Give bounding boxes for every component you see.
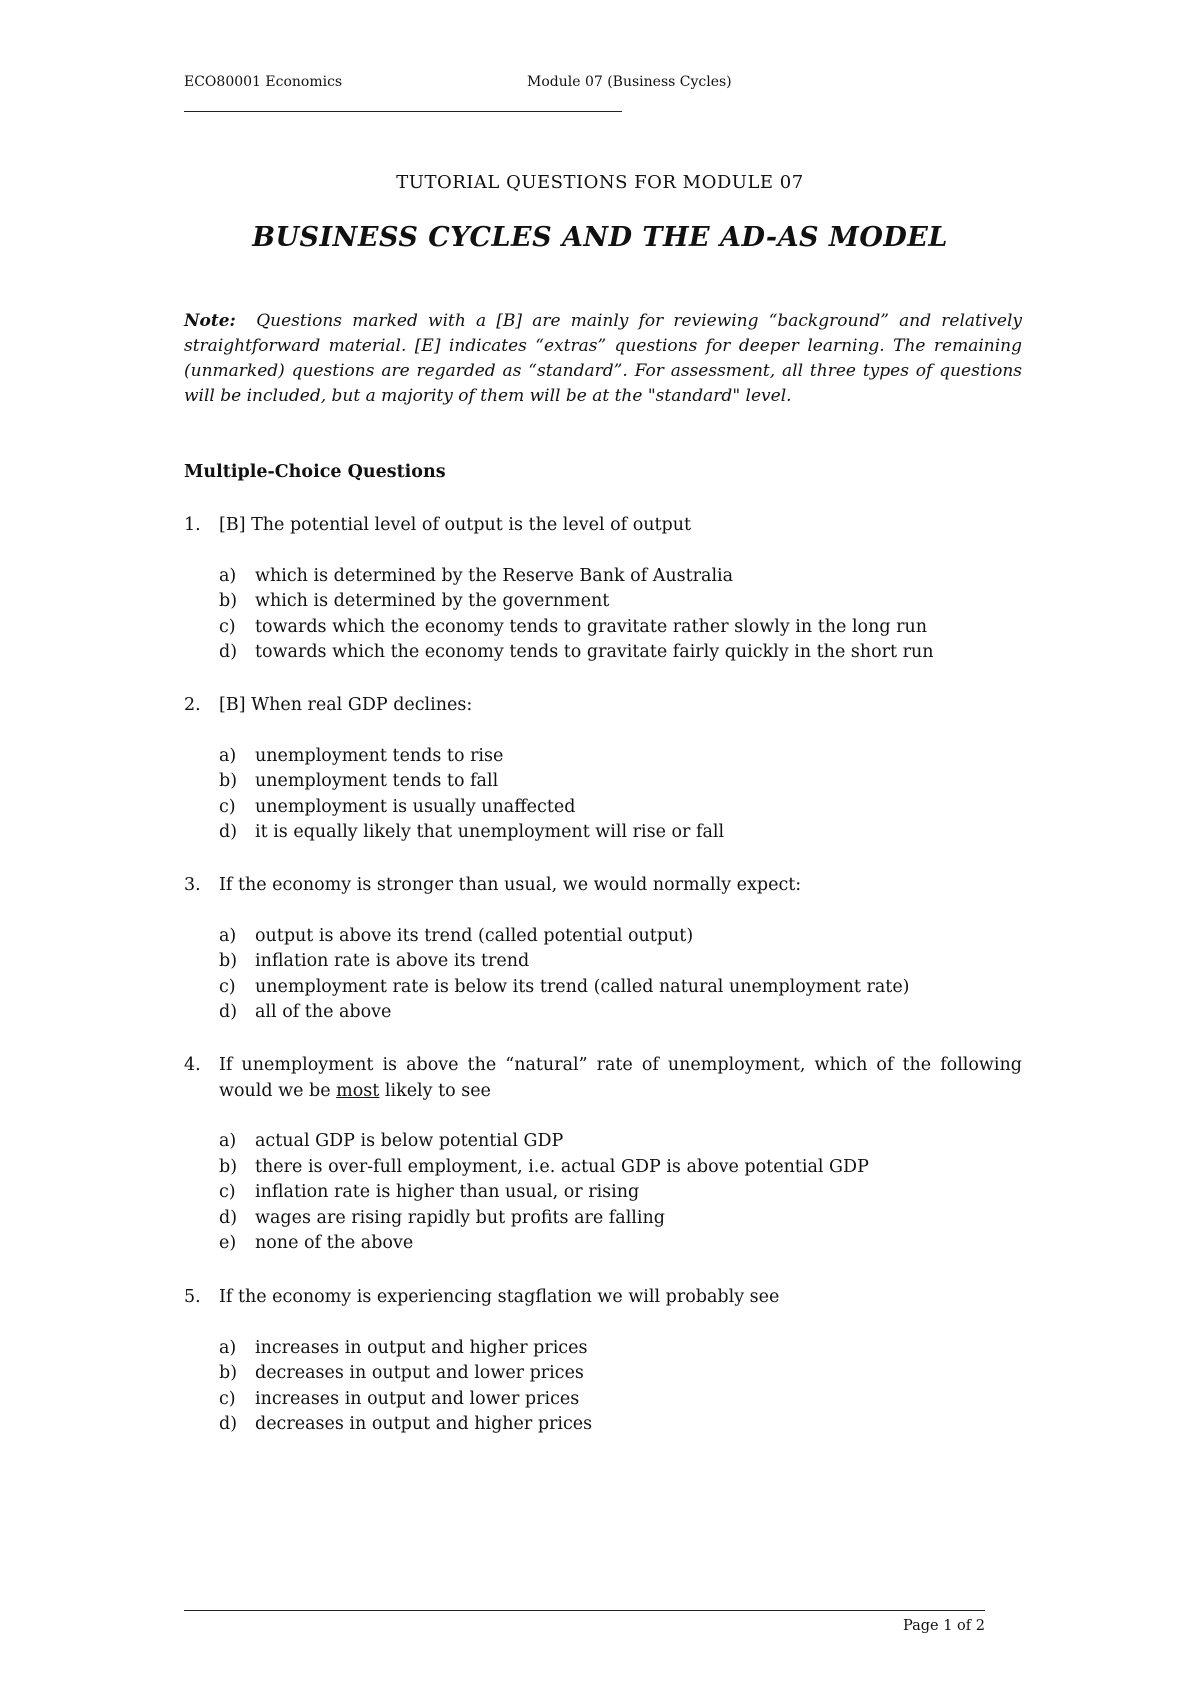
option-text: unemployment tends to rise xyxy=(255,745,504,766)
note-text: Questions marked with a [B] are mainly for reviewing “background” and relatively straightforward material. [E] indicates “extras” questions for deeper learning. The remaining (unmarked) questions are regarded as “standard”. For assessment, all three types of questions will be included, but a majority of them will be at the "standard" level. xyxy=(184,311,1022,406)
question-text-emphasis: most xyxy=(336,1080,380,1101)
option-letter: c) xyxy=(219,796,236,817)
option-text: decreases in output and lower prices xyxy=(255,1363,584,1383)
option-list xyxy=(184,1129,1022,1257)
option-item xyxy=(184,1129,1022,1155)
question-1 xyxy=(184,513,1022,666)
section-heading: Multiple-Choice Questions xyxy=(184,462,446,482)
option-text: unemployment is usually unaffected xyxy=(255,796,576,817)
option-letter: b) xyxy=(219,1363,238,1383)
option-letter: c) xyxy=(219,976,236,997)
option-text: which is determined by the Reserve Bank of Australia xyxy=(255,565,734,586)
option-item xyxy=(184,1000,1022,1026)
option-text: inflation rate is higher than usual, or rising xyxy=(255,1182,640,1202)
option-letter: a) xyxy=(219,565,237,586)
option-text: which is determined by the government xyxy=(255,591,610,611)
option-text: decreases in output and higher prices xyxy=(255,1414,593,1434)
question-3 xyxy=(184,873,1022,1026)
option-letter: d) xyxy=(219,822,238,842)
question-number: 2. xyxy=(184,695,201,715)
option-item xyxy=(184,769,1022,795)
option-list xyxy=(184,924,1022,1026)
option-text: it is equally likely that unemployment will rise or fall xyxy=(255,822,725,842)
question-text xyxy=(219,1053,1022,1104)
option-letter: b) xyxy=(219,1156,238,1177)
header-divider xyxy=(184,111,622,112)
note-paragraph xyxy=(184,309,1022,409)
option-text: all of the above xyxy=(255,1002,392,1022)
option-letter: d) xyxy=(219,1002,238,1022)
document-title: BUSINESS CYCLES AND THE AD-AS MODEL xyxy=(252,222,948,253)
option-letter: d) xyxy=(219,642,238,662)
option-text: towards which the economy tends to gravitate rather slowly in the long run xyxy=(255,616,928,637)
question-text-start: If unemployment is above the “natural” rate of unemployment, which of the following would we be xyxy=(219,1055,1022,1101)
option-item xyxy=(184,820,1022,846)
option-text: actual GDP is below potential GDP xyxy=(255,1131,564,1151)
question-number: 1. xyxy=(184,515,201,535)
option-letter: a) xyxy=(219,1131,237,1151)
option-item xyxy=(184,949,1022,975)
option-item xyxy=(184,744,1022,770)
option-text: increases in output and higher prices xyxy=(255,1337,588,1358)
option-item xyxy=(184,564,1022,590)
option-item xyxy=(184,615,1022,641)
option-letter: d) xyxy=(219,1207,238,1228)
option-text: unemployment tends to fall xyxy=(255,771,499,791)
question-number: 5. xyxy=(184,1287,201,1307)
option-text: output is above its trend (called potential output) xyxy=(255,925,694,946)
option-item xyxy=(184,1361,1022,1387)
option-letter: b) xyxy=(219,951,238,971)
question-text-end: likely to see xyxy=(379,1080,491,1101)
option-item xyxy=(184,640,1022,666)
question-text: [B] The potential level of output is the level of output xyxy=(219,515,692,535)
option-item xyxy=(184,1206,1022,1232)
option-item xyxy=(184,1180,1022,1206)
option-text: unemployment rate is below its trend (called natural unemployment rate) xyxy=(255,976,910,997)
option-letter: c) xyxy=(219,616,236,637)
question-2 xyxy=(184,693,1022,846)
option-letter: d) xyxy=(219,1414,238,1434)
option-letter: a) xyxy=(219,1337,237,1358)
question-text: If the economy is experiencing stagflation we will probably see xyxy=(219,1287,780,1307)
option-item xyxy=(184,924,1022,950)
question-number: 3. xyxy=(184,875,201,895)
option-letter: b) xyxy=(219,771,238,791)
option-item xyxy=(184,589,1022,615)
option-letter: b) xyxy=(219,591,238,611)
question-text: [B] When real GDP declines: xyxy=(219,695,473,715)
header-module: Module 07 (Business Cycles) xyxy=(527,74,732,90)
question-number: 4. xyxy=(184,1055,201,1075)
option-text: inflation rate is above its trend xyxy=(255,951,530,971)
option-letter: c) xyxy=(219,1182,236,1202)
option-list xyxy=(184,744,1022,846)
option-item xyxy=(184,1155,1022,1181)
option-item xyxy=(184,1231,1022,1257)
document-subtitle: TUTORIAL QUESTIONS FOR MODULE 07 xyxy=(396,172,804,193)
question-4 xyxy=(184,1053,1022,1257)
question-5 xyxy=(184,1285,1022,1438)
option-letter: a) xyxy=(219,925,237,946)
option-letter: c) xyxy=(219,1388,236,1409)
option-text: towards which the economy tends to gravitate fairly quickly in the short run xyxy=(255,642,934,662)
page-number: Page 1 of 2 xyxy=(903,1618,985,1634)
option-text: increases in output and lower prices xyxy=(255,1388,580,1409)
footer-divider xyxy=(184,1610,985,1611)
option-item xyxy=(184,1412,1022,1438)
header-course: ECO80001 Economics xyxy=(184,74,343,90)
option-item xyxy=(184,1387,1022,1413)
question-text: If the economy is stronger than usual, we would normally expect: xyxy=(219,875,802,895)
option-item xyxy=(184,1336,1022,1362)
option-list xyxy=(184,564,1022,666)
option-letter: e) xyxy=(219,1233,237,1253)
option-text: none of the above xyxy=(255,1233,414,1253)
note-label: Note: xyxy=(184,311,236,331)
option-text: wages are rising rapidly but profits are falling xyxy=(255,1207,665,1228)
option-item xyxy=(184,975,1022,1001)
option-letter: a) xyxy=(219,745,237,766)
option-list xyxy=(184,1336,1022,1438)
option-item xyxy=(184,795,1022,821)
option-text: there is over-full employment, i.e. actual GDP is above potential GDP xyxy=(255,1156,869,1177)
